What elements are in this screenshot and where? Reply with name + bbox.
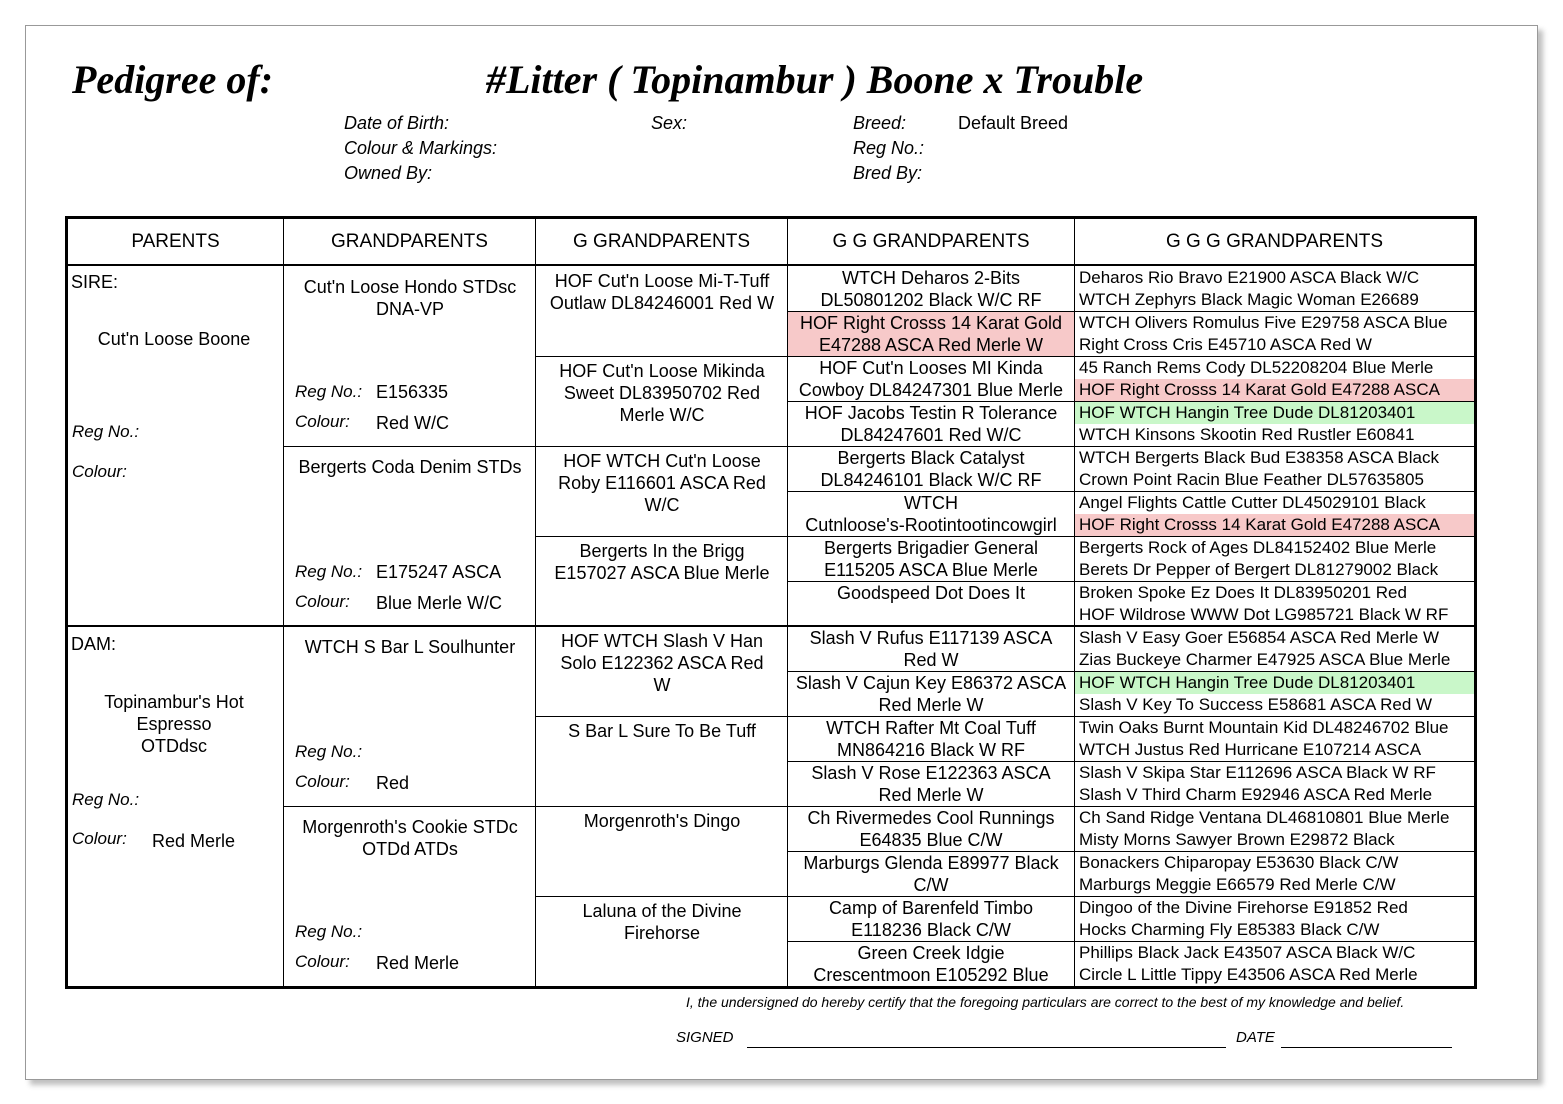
gg-grandparent-line: Ch Rivermedes Cool Runnings: [807, 808, 1055, 828]
gg-grandparent-line: DL84246101 Black W/C RF: [820, 470, 1042, 490]
ggg-grandparent-entry: WTCH Kinsons Skootin Red Rustler E60841: [1079, 425, 1415, 444]
ggg-grandparent-entry: Broken Spoke Ez Does It DL83950201 Red: [1079, 583, 1407, 602]
litter-name: #Litter ( Topinambur ) Boone x Trouble: [486, 57, 1144, 102]
ggg-grandparent-entry: Crown Point Racin Blue Feather DL57635805: [1079, 470, 1424, 489]
g-grandparent-line: S Bar L Sure To Be Tuff: [568, 721, 756, 741]
gg-grandparent-cell: [788, 672, 1074, 716]
g-grandparent-line: Bergerts In the Brigg: [579, 541, 745, 561]
grandparent-colour-value: Red Merle: [376, 953, 460, 973]
g-grandparent-line: HOF Cut'n Loose Mi-T-Tuff: [554, 271, 770, 291]
gg-grandparent-cell: [788, 897, 1074, 941]
ggg-grandparent-entry: Right Cross Cris E45710 ASCA Red W: [1079, 335, 1372, 354]
gg-grandparent-line: E115205 ASCA Blue Merle: [824, 560, 1038, 580]
col-header-parents: PARENTS: [68, 219, 284, 264]
dam-reg-label: Reg No.:: [72, 790, 140, 809]
ggg-grandparent-entry: WTCH Bergerts Black Bud E38358 ASCA Black: [1079, 448, 1439, 467]
ggg-grandparent-entry: Ch Sand Ridge Ventana DL46810801 Blue Merle: [1079, 808, 1450, 827]
sire-label: SIRE:: [71, 272, 119, 292]
ggg-grandparent-entry: Twin Oaks Burnt Mountain Kid DL48246702 Blue: [1079, 718, 1449, 737]
gg-grandparent-line: C/W: [913, 875, 949, 895]
gg-grandparent-line: Red Merle W: [878, 695, 984, 715]
col-header-g-grandparents: G GRANDPARENTS: [536, 219, 788, 264]
ggg-grandparent-entry: Slash V Easy Goer E56854 ASCA Red Merle W: [1079, 628, 1440, 647]
row-divider: [536, 806, 788, 807]
grandparent-reg-label: Reg No.:: [295, 382, 363, 401]
grandparent-colour-value: Red: [376, 773, 410, 793]
g-grandparent-line: Laluna of the Divine: [582, 901, 742, 921]
certification-text: I, the undersigned do hereby certify that the foregoing particulars are correct to the best of my knowledge and belief.: [686, 994, 1405, 1010]
ggg-grandparent-entry: Bergerts Rock of Ages DL84152402 Blue Merle: [1079, 538, 1437, 557]
bred-by-label: Bred By:: [853, 163, 923, 183]
gg-grandparent-line: MN864216 Black W RF: [836, 740, 1026, 760]
col-header-gg-grandparents: G G GRANDPARENTS: [788, 219, 1075, 264]
gg-grandparent-cell: [788, 312, 1074, 356]
ggg-grandparent-entry: Slash V Third Charm E92946 ASCA Red Merle: [1079, 785, 1433, 804]
gg-grandparent-line: WTCH Rafter Mt Coal Tuff: [826, 718, 1036, 738]
gg-grandparent-cell: [788, 852, 1074, 896]
date-line[interactable]: [1281, 1047, 1452, 1048]
gg-grandparent-cell: [788, 492, 1074, 536]
colour-markings-label: Colour & Markings:: [344, 138, 498, 158]
reg-no-label: Reg No.:: [853, 138, 925, 158]
grandparent-name-line-1: Bergerts Coda Denim STDs: [298, 457, 522, 477]
sex-label: Sex:: [651, 113, 688, 133]
ggg-grandparent-entry: HOF Right Crosss 14 Karat Gold E47288 ASCA: [1075, 514, 1474, 536]
gg-grandparent-line: HOF Right Crosss 14 Karat Gold: [799, 313, 1063, 333]
ggg-grandparent-entry: Marburgs Meggie E66579 Red Merle C/W: [1079, 875, 1396, 894]
gg-grandparent-line: DL50801202 Black W/C RF: [820, 290, 1042, 310]
col-header-grandparents: GRANDPARENTS: [284, 219, 536, 264]
row-divider: [536, 446, 788, 447]
grandparent-colour-value: Blue Merle W/C: [376, 593, 503, 613]
g-grandparent-line: HOF WTCH Slash V Han: [560, 631, 764, 651]
sire-name: Cut'n Loose Boone: [97, 329, 251, 349]
dam-name-line-1: Topinambur's Hot: [104, 692, 244, 712]
pedigree-table: [65, 216, 1477, 989]
ggg-grandparent-entry: Angel Flights Cattle Cutter DL45029101 Black: [1079, 493, 1426, 512]
g-grandparent-line: W: [653, 675, 671, 695]
ggg-grandparent-entry: Phillips Black Jack E43507 ASCA Black W/C: [1079, 943, 1416, 962]
grandparent-colour-label: Colour:: [295, 592, 350, 611]
gg-grandparent-line: E118236 Black C/W: [851, 920, 1011, 940]
grandparent-colour-label: Colour:: [295, 952, 350, 971]
gg-grandparent-cell: [788, 582, 1074, 626]
grandparent-name-line-2: DNA-VP: [375, 299, 444, 319]
grandparent-name-line-1: Morgenroth's Cookie STDc: [302, 817, 518, 837]
gg-grandparent-line: Goodspeed Dot Does It: [836, 583, 1026, 603]
grandparent-name-line-1: Cut'n Loose Hondo STDsc: [303, 277, 517, 297]
gg-grandparent-line: E47288 ASCA Red Merle W: [818, 335, 1044, 355]
ggg-grandparent-entry: Berets Dr Pepper of Bergert DL81279002 Black: [1079, 560, 1439, 579]
dam-colour-label: Colour:: [72, 829, 127, 848]
gg-grandparent-cell: [788, 537, 1074, 581]
owned-by-label: Owned By:: [344, 163, 433, 183]
ggg-grandparent-entry: HOF Wildrose WWW Dot LG985721 Black W RF: [1079, 605, 1449, 624]
ggg-grandparent-entry: Bonackers Chiparopay E53630 Black C/W: [1079, 853, 1399, 872]
ggg-grandparent-entry: Slash V Skipa Star E112696 ASCA Black W RF: [1079, 763, 1436, 782]
ggg-grandparent-entry: Deharos Rio Bravo E21900 ASCA Black W/C: [1079, 268, 1420, 287]
row-divider: [284, 806, 536, 807]
grandparent-reg-value: E156335: [376, 382, 449, 402]
ggg-grandparent-entry: Slash V Key To Success E58681 ASCA Red W: [1079, 695, 1433, 714]
grandparent-reg-label: Reg No.:: [295, 922, 363, 941]
ggg-grandparent-entry: WTCH Zephyrs Black Magic Woman E26689: [1079, 290, 1419, 309]
ggg-grandparent-entry: Hocks Charming Fly E85383 Black C/W: [1079, 920, 1380, 939]
dam-name-line-3: OTDdsc: [140, 736, 207, 756]
gg-grandparent-line: Bergerts Brigadier General: [823, 538, 1039, 558]
ggg-grandparent-entry: HOF WTCH Hangin Tree Dude DL81203401: [1075, 672, 1474, 694]
gg-grandparent-cell: [788, 402, 1074, 446]
breed-label: Breed:: [853, 113, 907, 133]
gg-grandparent-line: Cowboy DL84247301 Blue Merle: [798, 380, 1064, 400]
g-grandparent-line: Sweet DL83950702 Red: [563, 383, 761, 403]
g-grandparent-line: Outlaw DL84246001 Red W: [549, 293, 775, 313]
dam-name-line-2: Espresso: [136, 714, 212, 734]
gg-grandparent-line: Bergerts Black Catalyst: [837, 448, 1025, 468]
dob-label: Date of Birth:: [344, 113, 450, 133]
gg-grandparent-cell: [788, 807, 1074, 851]
ggg-grandparent-entry: Zias Buckeye Charmer E47925 ASCA Blue Merle: [1079, 650, 1451, 669]
gg-grandparent-line: Slash V Rufus E117139 ASCA: [809, 628, 1053, 648]
gg-grandparent-line: E64835 Blue C/W: [859, 830, 1003, 850]
date-label: DATE: [1236, 1029, 1275, 1046]
g-grandparent-line: HOF WTCH Cut'n Loose: [563, 451, 761, 471]
g-grandparent-line: Firehorse: [623, 923, 701, 943]
row-divider: [536, 716, 788, 717]
row-divider: [536, 536, 788, 537]
gg-grandparent-cell: [788, 357, 1074, 401]
ggg-grandparent-entry: WTCH Justus Red Hurricane E107214 ASCA: [1079, 740, 1422, 759]
dam-label: DAM:: [71, 634, 116, 654]
grandparent-colour-label: Colour:: [295, 772, 350, 791]
gg-grandparent-cell: [788, 447, 1074, 491]
grandparent-reg-value: E175247 ASCA: [376, 562, 502, 582]
gg-grandparent-line: Slash V Cajun Key E86372 ASCA: [795, 673, 1067, 693]
grandparent-colour-label: Colour:: [295, 412, 350, 431]
grandparent-colour-value: Red W/C: [376, 413, 450, 433]
signed-label: SIGNED: [676, 1029, 734, 1046]
gg-grandparent-cell: [788, 717, 1074, 761]
col-header-ggg-grandparents: G G G GRANDPARENTS: [1165, 231, 1384, 252]
ggg-grandparent-entry: WTCH Olivers Romulus Five E29758 ASCA Blue: [1079, 313, 1448, 332]
ggg-grandparent-entry: HOF WTCH Hangin Tree Dude DL81203401: [1075, 402, 1474, 424]
gg-grandparent-cell: [788, 267, 1074, 311]
gg-grandparent-line: Red Merle W: [878, 785, 984, 805]
pedigree-of-label: Pedigree of:: [72, 57, 274, 102]
g-grandparent-line: Merle W/C: [619, 405, 705, 425]
g-grandparent-line: E157027 ASCA Blue Merle: [554, 563, 770, 583]
g-grandparent-line: Solo E122362 ASCA Red: [560, 653, 764, 673]
grandparent-reg-label: Reg No.:: [295, 742, 363, 761]
gg-grandparent-line: HOF Cut'n Looses MI Kinda: [819, 358, 1043, 378]
gg-grandparent-line: Crescentmoon E105292 Blue: [813, 965, 1049, 985]
ggg-grandparent-entry: 45 Ranch Rems Cody DL52208204 Blue Merle: [1079, 358, 1434, 377]
gg-grandparent-line: WTCH Deharos 2-Bits: [841, 268, 1021, 288]
row-divider: [284, 625, 536, 627]
row-divider: [284, 446, 536, 447]
gg-grandparent-line: Green Creek Idgie: [857, 943, 1005, 963]
grandparent-name-line-2: OTDd ATDs: [362, 839, 458, 859]
gg-grandparent-line: Marburgs Glenda E89977 Black: [803, 853, 1059, 873]
signature-line[interactable]: [747, 1047, 1226, 1048]
dam-colour-value: Red Merle: [152, 831, 236, 851]
gg-grandparent-cell: [788, 762, 1074, 806]
grandparent-reg-label: Reg No.:: [295, 562, 363, 581]
gg-grandparent-line: Slash V Rose E122363 ASCA: [811, 763, 1051, 783]
sire-colour-label: Colour:: [72, 462, 127, 481]
g-grandparent-line: Roby E116601 ASCA Red: [558, 473, 766, 493]
ggg-grandparent-entry: Circle L Little Tippy E43506 ASCA Red Merle: [1079, 965, 1418, 984]
ggg-grandparent-entry: HOF Right Crosss 14 Karat Gold E47288 ASCA: [1075, 379, 1474, 401]
grandparent-name-line-1: WTCH S Bar L Soulhunter: [304, 637, 516, 657]
header-divider: [68, 264, 1474, 266]
ggg-grandparent-entry: Dingoo of the Divine Firehorse E91852 Red: [1079, 898, 1408, 917]
g-grandparent-line: W/C: [644, 495, 680, 515]
breed-value: Default Breed: [958, 113, 1069, 133]
gg-grandparent-line: WTCH: [904, 493, 958, 513]
gg-grandparent-cell: [788, 942, 1074, 986]
gg-grandparent-line: HOF Jacobs Testin R Tolerance: [804, 403, 1058, 423]
gg-grandparent-line: DL84247601 Red W/C: [840, 425, 1022, 445]
g-grandparent-line: HOF Cut'n Loose Mikinda: [559, 361, 765, 381]
gg-grandparent-line: Camp of Barenfeld Timbo: [828, 898, 1034, 918]
g-grandparent-line: Morgenroth's Dingo: [583, 811, 741, 831]
gg-grandparent-line: Cutnloose's-Rootintootincowgirl: [805, 515, 1057, 535]
sire-reg-label: Reg No.:: [72, 422, 140, 441]
row-divider: [536, 625, 788, 627]
row-divider: [536, 356, 788, 357]
gg-grandparent-cell: [788, 627, 1074, 671]
ggg-grandparent-entry: Misty Morns Sawyer Brown E29872 Black: [1079, 830, 1395, 849]
row-divider: [536, 896, 788, 897]
sire-dam-divider: [68, 625, 284, 627]
gg-grandparent-line: Red W: [903, 650, 959, 670]
